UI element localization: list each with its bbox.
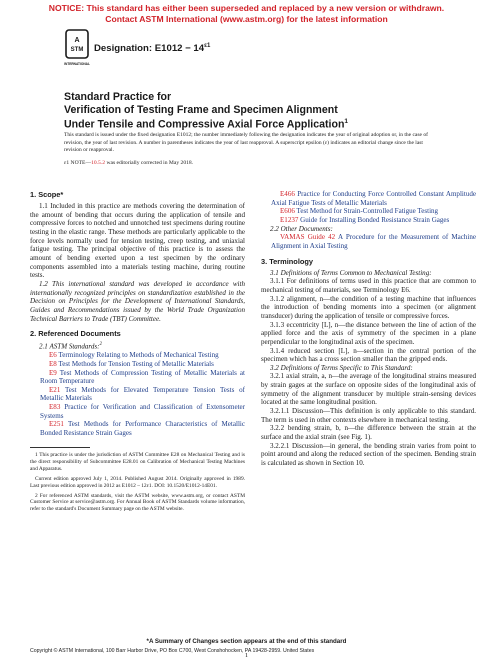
designation-text: Designation: E1012 − 14 xyxy=(94,43,205,55)
svg-text:INTERNATIONAL: INTERNATIONAL xyxy=(64,62,90,66)
reference-item[interactable]: E6 Terminology Relating to Methods of Mechanical Testing xyxy=(49,351,219,360)
terminology-3-1-2: 3.1.2 alignment, n—the condition of a testing machine that influences the introduction of bending moments into a specimen (or alignment transducer) during the application of tensile or compressive forces. xyxy=(261,294,476,320)
page-number: 1 xyxy=(244,652,249,659)
svg-text:A: A xyxy=(74,37,80,44)
terminology-3-1-1: 3.1.1 For definitions of terms used in this practice that are common to mechanical testing of materials, see Terminology E6. xyxy=(261,277,476,294)
scope-paragraph-2: 1.2 This international standard was developed in accordance with internationally recognized principles on standardization established in the Decision on Principles for the Development of International Standards, Guides and Recommendations issued by the World Trade Organization Technical Barriers to Trade (TBT) Committee. xyxy=(30,279,245,323)
footnote-2: 2 For referenced ASTM standards, visit the ASTM website, www.astm.org, or contact ASTM Customer Service at service@astm.org. For Annual Book of ASTM Standards volume information, refer to the standard's Document Summary page on the ASTM website. xyxy=(30,492,245,513)
terminology-3-1: 3.1 Definitions of Terms Common to Mechanical Testing: xyxy=(270,268,432,277)
references-heading: 2. Referenced Documents xyxy=(30,329,121,339)
reference-item[interactable]: E21 Test Methods for Elevated Temperature Tension Tests of Metallic Materials xyxy=(40,385,245,403)
right-column xyxy=(261,190,476,468)
footnote-1: 1 This practice is under the jurisdiction of ASTM Committee E28 on Mechanical Testing and is the direct responsibility of Subcommittee E28.01 on Calibration of Mechanical Testing Machines and Apparatus. xyxy=(30,452,245,472)
reference-item[interactable]: E9 Test Methods of Compression Testing of Metallic Materials at Room Temperature xyxy=(40,368,245,386)
svg-text:STM: STM xyxy=(70,47,84,53)
document-title xyxy=(64,91,464,131)
issuance-statement: This standard is issued under the fixed designation E1012; the number immediately following the designation indicates the year of original adoption or, in the case of revision, the year of last revision. A number in parentheses indicates the year of last reapproval. A superscript epsilon (ε) indicates an editorial change since the last revision or reapproval. xyxy=(64,132,428,154)
terminology-3-1-3: 3.1.3 eccentricity [L], n—the distance between the line of action of the applied force and the axis of symmetry of the specimen in a plane perpendicular to the longitudinal axis of the specimen. xyxy=(261,320,476,346)
designation-superscript: ε1 xyxy=(204,43,211,49)
title-line-1: Standard Practice for xyxy=(64,91,172,103)
title-line-3: Under Tensile and Compressive Axial Force Application$^1$ xyxy=(64,118,349,131)
reference-item[interactable]: E8 Test Methods for Tension Testing of Metallic Materials xyxy=(49,359,214,368)
footnote-1-edition: Current edition approved July 1, 2014. Published August 2014. Originally approved in 1989. Last previous edition approved in 2012 as E1012 – 12ε1. DOI: 10.1520/E1012-14E01. xyxy=(30,475,245,489)
left-column xyxy=(30,190,245,438)
other-documents-subheading: 2.2 Other Documents: xyxy=(270,224,333,233)
reference-item[interactable]: E606 Test Method for Strain-Controlled Fatigue Testing xyxy=(280,207,439,216)
terminology-heading: 3. Terminology xyxy=(261,256,314,266)
terminology-3-2: 3.2 Definitions of Terms Specific to This Standard: xyxy=(270,363,413,372)
footnotes xyxy=(30,447,245,516)
title-footnote-marker: 1 xyxy=(344,118,349,126)
notice-banner xyxy=(0,3,493,25)
title-line-2: Verification of Testing Frame and Specimen Alignment xyxy=(64,103,338,116)
scope-heading: 1. Scope* xyxy=(30,190,64,199)
footnote-divider xyxy=(30,447,90,448)
summary-of-changes-note: *A Summary of Changes section appears at the end of this standard xyxy=(146,638,347,645)
terminology-3-1-4: 3.1.4 reduced section [L], n—section in the central portion of the specimen which has a cross section smaller than the gripped ends. xyxy=(261,346,476,364)
terminology-3-2-2: 3.2.2 bending strain, b, n—the difference between the strain at the surface and the axial strain (see Fig. 1). xyxy=(261,424,476,442)
editorial-note: ε1 NOTE—10.5.2 was editorially corrected in May 2018. xyxy=(64,160,194,166)
terminology-3-2-1-1: 3.2.1.1 Discussion—This definition is only applicable to this standard. The term is used in other contexts elsewhere in mechanical testing. xyxy=(261,407,476,424)
terminology-3-2-1: 3.2.1 axial strain, a, n—the average of the longitudinal strains measured by strain gages at the surface on opposite sides of the longitudinal axis of symmetry of the alignment transducer by multiple strain-sensing devices located at the same longitudinal position. xyxy=(261,372,476,407)
reference-item[interactable]: E1237 Guide for Installing Bonded Resistance Strain Gages xyxy=(280,215,450,224)
astm-logo-icon xyxy=(64,28,90,68)
reference-item[interactable]: E466 Practice for Conducting Force Controlled Constant Amplitude Axial Fatigue Tests of Metallic Materials xyxy=(271,190,476,207)
reference-item[interactable]: E83 Practice for Verification and Classification of Extensometer Systems xyxy=(40,403,246,420)
reference-item[interactable]: E251 Test Methods for Performance Characteristics of Metallic Bonded Resistance Strain Gages xyxy=(40,420,245,438)
designation xyxy=(94,43,210,54)
reference-item[interactable]: VAMAS Guide 42 A Procedure for the Measurement of Machine Alignment in Axial Testing xyxy=(271,233,476,250)
copyright-line: Copyright © ASTM International, 100 Barr Harbor Drive, PO Box C700, West Conshohocken, PA 19428-2959. United States xyxy=(30,648,315,654)
notice-line-2: Contact ASTM International (www.astm.org) for the latest information xyxy=(105,14,388,24)
scope-paragraph-1: 1.1 Included in this practice are methods covering the determination of the amount of bending that occurs during the application of tensile and compressive forces to notched and unnotched test specimens during routine testing in the elastic range. These methods are particularly applicable to the force levels normally used for tension testing, creep testing, and uniaxial fatigue testing. The principal objective of this practice is to assess the amount of bending exerted upon a test specimen by the ordinary components assembled into a materials testing machine, during routine tests. xyxy=(30,202,245,280)
terminology-3-2-2-1: 3.2.2.1 Discussion—in general, the bending strain varies from point to point around and along the reduced section of the specimen. Bending strain is calculated as shown in Section 10. xyxy=(261,441,476,468)
astm-standards-subheading: 2.1 ASTM Standards:$^2$ xyxy=(39,342,102,351)
notice-line-1: NOTICE: This standard has either been superseded and replaced by a new version or withdrawn. xyxy=(48,3,445,13)
editorial-note-link[interactable]: 10.5.2 xyxy=(91,160,106,166)
